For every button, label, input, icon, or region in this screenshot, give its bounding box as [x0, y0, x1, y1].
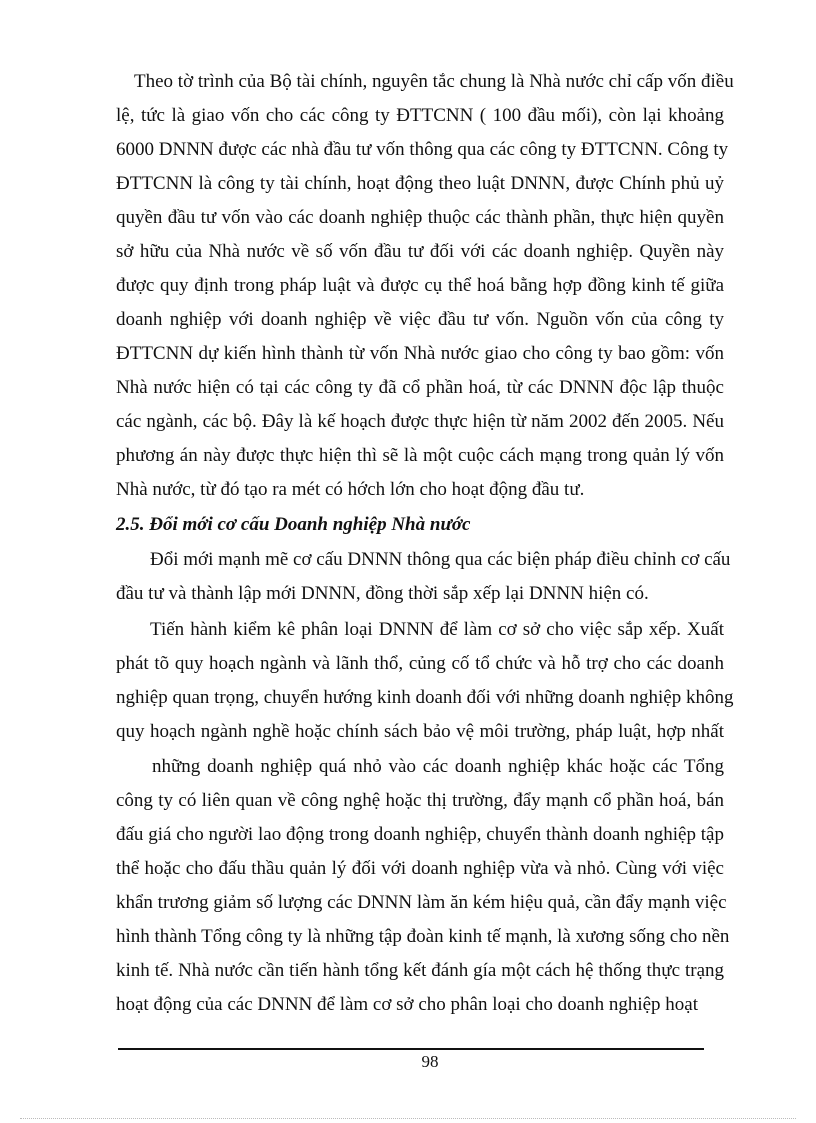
paragraph-4-line-6: hình thành Tổng công ty là những tập đoàn kinh tế mạnh, là xương sống cho nền [116, 926, 730, 947]
paragraph-3-line-3: nghiệp quan trọng, chuyển hướng kinh doanh đối với những doanh nghiệp không [116, 687, 734, 708]
paragraph-1-line-8: doanh nghiệp với doanh nghiệp về việc đầu tư vốn. Nguồn vốn của công ty [116, 309, 724, 330]
section-heading: 2.5. Đổi mới cơ cấu Doanh nghiệp Nhà nước [116, 514, 471, 535]
paragraph-4-line-4: thể hoặc cho đấu thầu quản lý đối với doanh nghiệp vừa và nhỏ. Cùng với việc [116, 858, 724, 879]
paragraph-1-line-12: phương án này được thực hiện thì sẽ là một cuộc cách mạng trong quản lý vốn [116, 445, 724, 466]
paragraph-1-line-3: 6000 DNNN được các nhà đầu tư vốn thông qua các công ty ĐTTCNN. Công ty [116, 139, 729, 160]
paragraph-4-line-2: công ty có liên quan về công nghệ hoặc thị trường, đẩy mạnh cổ phần hoá, bán [116, 790, 724, 811]
paragraph-4-line-3: đấu giá cho người lao động trong doanh nghiệp, chuyển thành doanh nghiệp tập [116, 824, 724, 845]
page-edge-divider [20, 1118, 796, 1119]
paragraph-4-line-5: khẩn trương giảm số lượng các DNNN làm ăn kém hiệu quả, cần đẩy mạnh việc [116, 892, 727, 913]
page-number: 98 [421, 1052, 439, 1071]
paragraph-1-line-9: ĐTTCNN dự kiến hình thành từ vốn Nhà nước giao cho công ty bao gồm: vốn [116, 343, 724, 364]
paragraph-4-line-1: những doanh nghiệp quá nhỏ vào các doanh nghiệp khác hoặc các Tổng [152, 756, 724, 777]
paragraph-4-line-8: hoạt động của các DNNN để làm cơ sở cho phân loại cho doanh nghiệp hoạt [116, 994, 699, 1015]
paragraph-2-line-1: Đổi mới mạnh mẽ cơ cấu DNNN thông qua các biện pháp điều chỉnh cơ cấu [150, 549, 731, 570]
paragraph-3-line-4: quy hoạch ngành nghề hoặc chính sách bảo vệ môi trường, pháp luật, hợp nhất [116, 721, 724, 742]
footer-rule [118, 1048, 704, 1050]
paragraph-4-line-7: kinh tế. Nhà nước cần tiến hành tổng kết đánh gía một cách hệ thống thực trạng [116, 960, 724, 981]
paragraph-1-line-2: lệ, tức là giao vốn cho các công ty ĐTTCNN ( 100 đầu mối), còn lại khoảng [116, 105, 724, 126]
paragraph-1-line-4: ĐTTCNN là công ty tài chính, hoạt động theo luật DNNN, được Chính phủ uỷ [116, 173, 724, 194]
paragraph-1-line-1: Theo tờ trình của Bộ tài chính, nguyên tắc chung là Nhà nước chỉ cấp vốn điều [134, 71, 734, 92]
paragraph-3-line-1: Tiến hành kiểm kê phân loại DNNN để làm cơ sở cho việc sắp xếp. Xuất [150, 619, 724, 640]
paragraph-3-line-2: phát tõ quy hoạch ngành và lãnh thổ, củng cố tổ chức và hỗ trợ cho các doanh [116, 653, 724, 674]
paragraph-2-line-2: đầu tư và thành lập mới DNNN, đồng thời sắp xếp lại DNNN hiện có. [116, 583, 649, 604]
paragraph-1-line-6: sở hữu của Nhà nước về số vốn đầu tư đối với các doanh nghiệp. Quyền này [116, 241, 724, 262]
paragraph-1-line-13: Nhà nước, từ đó tạo ra mét có hớch lớn cho hoạt động đầu tư. [116, 479, 585, 500]
paragraph-1-line-5: quyền đầu tư vốn vào các doanh nghiệp thuộc các thành phần, thực hiện quyền [116, 207, 724, 228]
paragraph-1-line-7: được quy định trong pháp luật và được cụ thể hoá bằng hợp đồng kinh tế giữa [116, 275, 724, 296]
paragraph-1-line-10: Nhà nước hiện có tại các công ty đã cổ phần hoá, từ các DNNN độc lập thuộc [116, 377, 724, 398]
paragraph-1-line-11: các ngành, các bộ. Đây là kế hoạch được thực hiện từ năm 2002 đến 2005. Nếu [116, 411, 724, 432]
